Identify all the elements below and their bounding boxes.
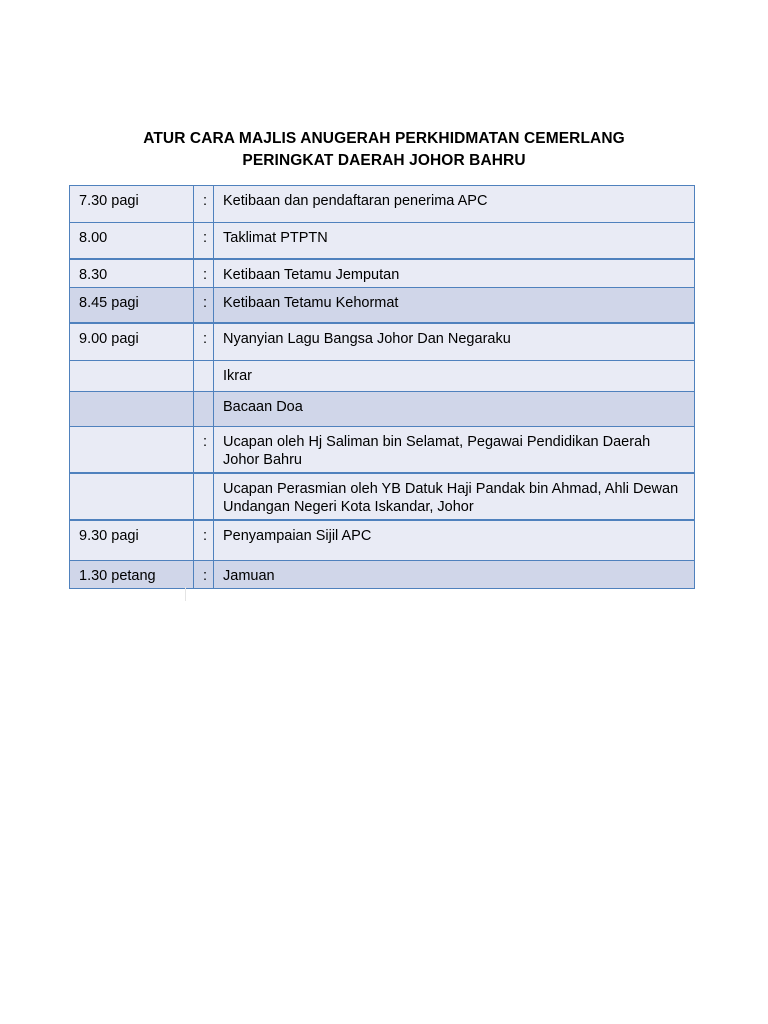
colon-cell: : xyxy=(194,186,214,223)
table-row xyxy=(70,186,695,223)
item-cell: Nyanyian Lagu Bangsa Johor Dan Negaraku xyxy=(214,323,695,361)
item-cell: Jamuan xyxy=(214,561,695,589)
colon-cell xyxy=(194,361,214,392)
time-cell: 9.00 pagi xyxy=(70,323,194,361)
table-row xyxy=(70,473,695,520)
title-line-2: PERINGKAT DAERAH JOHOR BAHRU xyxy=(242,152,526,169)
table-row xyxy=(70,323,695,361)
document-title xyxy=(0,128,768,172)
table-row xyxy=(70,259,695,288)
time-cell: 1.30 petang xyxy=(70,561,194,589)
schedule-table xyxy=(69,185,695,589)
time-cell xyxy=(70,473,194,520)
item-cell: Penyampaian Sijil APC xyxy=(214,520,695,561)
item-cell: Taklimat PTPTN xyxy=(214,223,695,259)
time-cell: 8.30 xyxy=(70,259,194,288)
time-cell xyxy=(70,361,194,392)
item-cell: Bacaan Doa xyxy=(214,392,695,427)
table-row xyxy=(70,427,695,473)
table-row xyxy=(70,288,695,323)
title-line-1: ATUR CARA MAJLIS ANUGERAH PERKHIDMATAN CEMERLANG xyxy=(143,130,625,147)
colon-cell: : xyxy=(194,520,214,561)
table-row xyxy=(70,361,695,392)
item-cell: Ikrar xyxy=(214,361,695,392)
item-cell: Ketibaan dan pendaftaran penerima APC xyxy=(214,186,695,223)
colon-cell: : xyxy=(194,561,214,589)
time-cell: 8.45 pagi xyxy=(70,288,194,323)
time-cell xyxy=(70,392,194,427)
time-cell: 8.00 xyxy=(70,223,194,259)
time-cell: 9.30 pagi xyxy=(70,520,194,561)
item-cell: Ucapan Perasmian oleh YB Datuk Haji Pandak bin Ahmad, Ahli Dewan Undangan Negeri Kota Iskandar, Johor xyxy=(214,473,695,520)
colon-cell: : xyxy=(194,223,214,259)
colon-cell: : xyxy=(194,427,214,473)
item-cell: Ketibaan Tetamu Jemputan xyxy=(214,259,695,288)
table-row xyxy=(70,561,695,589)
colon-cell: : xyxy=(194,323,214,361)
table-row xyxy=(70,223,695,259)
colon-cell xyxy=(194,392,214,427)
divider-line xyxy=(185,587,186,601)
item-cell: Ketibaan Tetamu Kehormat xyxy=(214,288,695,323)
colon-cell: : xyxy=(194,288,214,323)
item-cell: Ucapan oleh Hj Saliman bin Selamat, Pegawai Pendidikan Daerah Johor Bahru xyxy=(214,427,695,473)
table-row xyxy=(70,520,695,561)
table-row xyxy=(70,392,695,427)
colon-cell xyxy=(194,473,214,520)
colon-cell: : xyxy=(194,259,214,288)
time-cell xyxy=(70,427,194,473)
time-cell: 7.30 pagi xyxy=(70,186,194,223)
